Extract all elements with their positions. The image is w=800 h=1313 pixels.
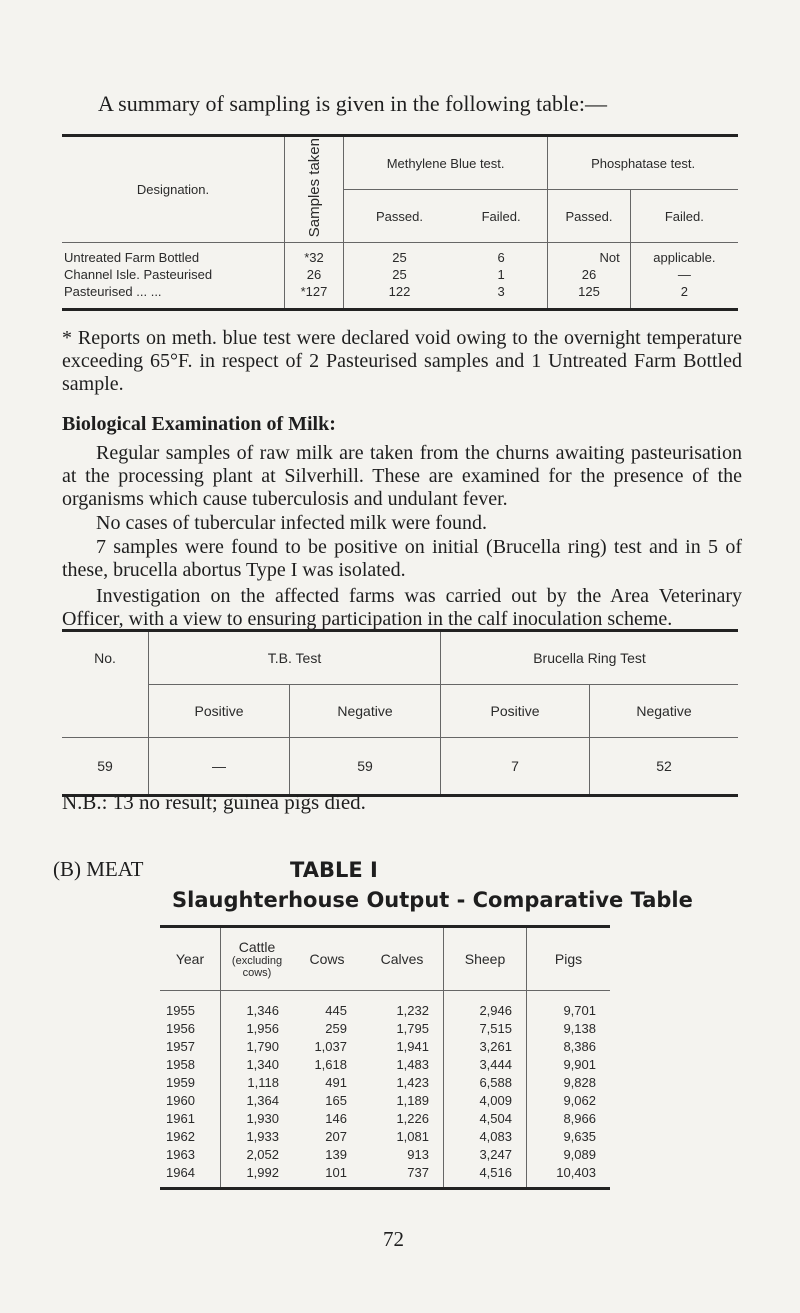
cell-pigs: 8,386 (527, 1037, 611, 1055)
cell-samples: *127 (285, 283, 344, 310)
table-row (62, 738, 738, 796)
header-tb-test: T.B. Test (149, 631, 441, 685)
header-cattle-note: (excluding cows) (231, 955, 283, 979)
cell-no: 59 (97, 758, 113, 774)
cell-sheep: 4,504 (444, 1109, 527, 1127)
cell-calves: 1,795 (396, 1020, 429, 1036)
cell-year: 1962 (166, 1128, 195, 1144)
cell-cattle: 1,933 (221, 1127, 294, 1145)
cell-cows: 146 (325, 1110, 347, 1126)
paragraph: No cases of tubercular infected milk were found. (96, 512, 487, 534)
cell-ring-positive: 7 (441, 738, 590, 796)
header-ph-passed: Passed. (548, 190, 631, 243)
cell-cows: 1,618 (314, 1056, 347, 1072)
cell-mb-passed: 25 (392, 267, 407, 282)
cell-cows: 445 (325, 1002, 347, 1018)
cell-pigs: 10,403 (527, 1163, 611, 1189)
cell-ph-failed: applicable. (630, 243, 738, 267)
cell-pigs: 9,062 (527, 1091, 611, 1109)
table-row (160, 1163, 610, 1189)
cell-mb-passed: 25 (392, 250, 407, 265)
header-mb-passed: Passed. (344, 190, 455, 243)
header-cows: Cows (293, 927, 361, 991)
cell-calves: 1,189 (396, 1092, 429, 1108)
cell-calves: 1,081 (396, 1128, 429, 1144)
footnote: * Reports on meth. blue test were declared void owing to the overnight temperature exceeding 65°F. in respect of 2 Pasteurised samples and 1 Untreated Farm Bottled sample. (62, 327, 742, 395)
cell-calves: 913 (407, 1146, 429, 1162)
table-row (160, 1055, 610, 1073)
cell-pigs: 8,966 (527, 1109, 611, 1127)
table-row (160, 1037, 610, 1055)
cell-samples: 26 (285, 266, 344, 283)
cell-calves: 1,226 (396, 1110, 429, 1126)
nb-note: N.B.: 13 no result; guinea pigs died. (62, 790, 366, 814)
cell-calves: 1,941 (396, 1038, 429, 1054)
cell-sheep: 3,261 (444, 1037, 527, 1055)
cell-pigs: 9,701 (527, 991, 611, 1020)
cell-pigs: 9,901 (527, 1055, 611, 1073)
paragraph: 7 samples were found to be positive on initial (Brucella ring) test and in 5 of these, brucella abortus Type I was isolated. (62, 536, 742, 581)
cell-cattle: 1,956 (221, 1019, 294, 1037)
cell-cattle: 1,364 (221, 1091, 294, 1109)
cell-sheep: 2,946 (444, 991, 527, 1020)
cell-cows: 139 (325, 1146, 347, 1162)
slaughterhouse-table (160, 925, 610, 1190)
header-ring-positive: Positive (441, 685, 590, 738)
cell-year: 1964 (166, 1164, 195, 1180)
page-number: 72 (383, 1227, 404, 1251)
table-row (160, 1091, 610, 1109)
cell-mb-failed: 1 (497, 267, 505, 282)
cell-sheep: 6,588 (444, 1073, 527, 1091)
cell-calves: 737 (407, 1164, 429, 1180)
cell-year: 1956 (166, 1020, 195, 1036)
cell-pigs: 9,138 (527, 1019, 611, 1037)
header-no: No. (94, 650, 116, 667)
cell-ring-negative: 52 (590, 738, 739, 796)
header-tb-positive: Positive (149, 685, 290, 738)
cell-cattle: 1,346 (221, 991, 294, 1020)
header-ring-negative: Negative (590, 685, 739, 738)
table-row (160, 991, 610, 1020)
cell-mb-failed: 3 (497, 284, 505, 299)
table-row (160, 1109, 610, 1127)
header-sheep: Sheep (444, 927, 527, 991)
cell-year: 1963 (166, 1146, 195, 1162)
header-cattle: Cattle (excluding cows) (221, 927, 294, 991)
cell-sheep: 3,247 (444, 1145, 527, 1163)
table-title: TABLE I (290, 858, 378, 882)
section-heading-biological: Biological Examination of Milk: (62, 413, 336, 435)
table-subtitle: Slaughterhouse Output - Comparative Table (172, 888, 693, 912)
cell-cattle: 1,992 (221, 1163, 294, 1189)
cell-ph-failed: — (630, 266, 738, 283)
paragraph: Regular samples of raw milk are taken from the churns awaiting pasteurisation at the processing plant at Silverhill. These are examined for the presence of the organisms which cause tuberculosis and undulant fever. (62, 442, 742, 510)
cell-ph-passed: Not (548, 243, 631, 267)
cell-cows: 259 (325, 1020, 347, 1036)
header-designation: Designation. (62, 136, 285, 243)
cell-cows: 491 (325, 1074, 347, 1090)
table-row (160, 1127, 610, 1145)
cell-ph-failed: 2 (630, 283, 738, 310)
intro-text: A summary of sampling is given in the following table:— (98, 91, 607, 116)
cell-designation: Pasteurised ... ... (64, 284, 162, 299)
table-row (62, 266, 738, 283)
cell-ph-passed: 26 (548, 266, 631, 283)
table-row (160, 1073, 610, 1091)
cell-cows: 101 (325, 1164, 347, 1180)
cell-cattle: 1,118 (221, 1073, 294, 1091)
cell-pigs: 9,089 (527, 1145, 611, 1163)
cell-designation: Untreated Farm Bottled (64, 250, 200, 265)
cell-calves: 1,483 (396, 1056, 429, 1072)
meat-section-label: (B) MEAT (53, 857, 144, 881)
cell-cattle: 1,930 (221, 1109, 294, 1127)
header-ring-test: Brucella Ring Test (441, 631, 739, 685)
cell-cattle: 1,790 (221, 1037, 294, 1055)
cell-year: 1960 (166, 1092, 195, 1108)
cell-sheep: 4,009 (444, 1091, 527, 1109)
cell-cattle: 2,052 (221, 1145, 294, 1163)
paragraph: Investigation on the affected farms was carried out by the Area Veterinary Officer, with a view to ensuring participation in the calf inoculation scheme. (62, 585, 742, 630)
header-phosphatase: Phosphatase test. (548, 136, 738, 190)
cell-sheep: 3,444 (444, 1055, 527, 1073)
sampling-table (62, 134, 738, 311)
cell-year: 1955 (166, 1002, 195, 1018)
table-row (160, 1145, 610, 1163)
cell-cows: 1,037 (314, 1038, 347, 1054)
cell-sheep: 4,516 (444, 1163, 527, 1189)
cell-pigs: 9,635 (527, 1127, 611, 1145)
header-samples: Samples taken (285, 136, 344, 243)
cell-year: 1961 (166, 1110, 195, 1126)
table-row (62, 243, 738, 267)
cell-calves: 1,423 (396, 1074, 429, 1090)
cell-pigs: 9,828 (527, 1073, 611, 1091)
cell-mb-passed: 122 (388, 284, 411, 299)
cell-designation: Channel Isle. Pasteurised (64, 267, 213, 282)
cell-ph-passed: 125 (548, 283, 631, 310)
header-methylene: Methylene Blue test. (344, 136, 548, 190)
header-mb-failed: Failed. (455, 190, 548, 243)
cell-sheep: 7,515 (444, 1019, 527, 1037)
cell-tb-positive: — (149, 738, 290, 796)
cell-year: 1958 (166, 1056, 195, 1072)
empty-cell (62, 685, 149, 738)
table-row (160, 1019, 610, 1037)
cell-samples: *32 (285, 243, 344, 267)
header-tb-negative: Negative (290, 685, 441, 738)
header-ph-failed: Failed. (630, 190, 738, 243)
cell-cows: 207 (325, 1128, 347, 1144)
header-calves: Calves (361, 927, 444, 991)
cell-year: 1957 (166, 1038, 195, 1054)
cell-sheep: 4,083 (444, 1127, 527, 1145)
header-pigs: Pigs (527, 927, 611, 991)
brucella-table (62, 629, 738, 797)
header-year: Year (160, 927, 221, 991)
cell-cows: 165 (325, 1092, 347, 1108)
cell-year: 1959 (166, 1074, 195, 1090)
cell-calves: 1,232 (396, 1002, 429, 1018)
table-row (62, 283, 738, 310)
cell-cattle: 1,340 (221, 1055, 294, 1073)
cell-mb-failed: 6 (497, 250, 505, 265)
cell-tb-negative: 59 (290, 738, 441, 796)
